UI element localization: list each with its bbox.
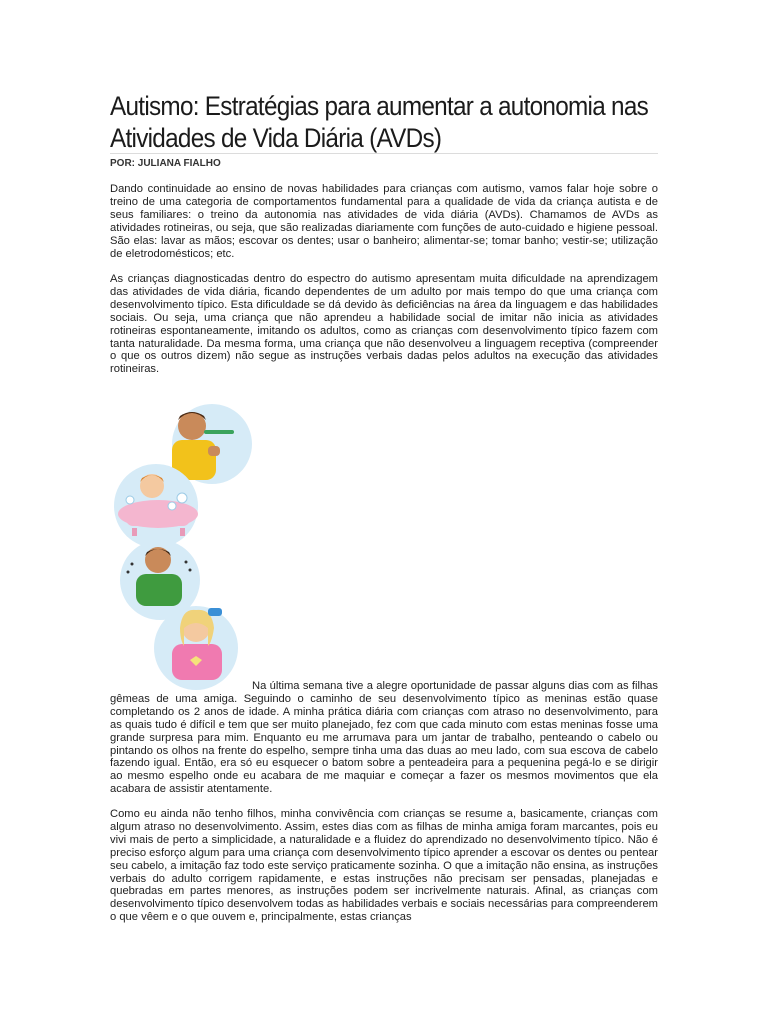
combing-hair-icon (154, 606, 238, 690)
daily-activities-illustration (112, 402, 257, 690)
title-divider (110, 153, 658, 154)
paragraph-difficulties: As crianças diagnosticadas dentro do espectro do autismo apresentam muita dificuldade na aprendizagem das atividades de vida diária, ficando dependentes de um adulto por mais tempo do que uma criança com desenvolvimento típico. Esta dificuldade se dá devido às deficiências na área da linguagem e das habilidades sociais. Ou seja, uma criança que não aprendeu a habilidade social de imitar não inicia as atividades rotineiras espontaneamente, imitando os adultos, como as crianças com desenvolvimento típico fazem com tanta naturalidade. Da mesma forma, uma criança que não desenvolveu a linguagem receptiva (compreender o que os outros dizem) não segue as instruções verbais dadas pelos adultos na execução das atividades rotineiras. (110, 273, 658, 376)
article-title: Autismo: Estratégias para aumentar a autonomia nas Atividades de Vida Diária (AVDs) (110, 91, 649, 153)
paragraph-twins: Na última semana tive a alegre oportunidade de passar alguns dias com as filhas gêmeas de uma amiga. Seguindo o caminho de seu desenvolvimento típico as meninas estão quase completando os 2 anos de idade. A minha prática diária com crianças com atraso no desenvolvimento, para as quais tudo é difícil e tem que ser muito planejado, fez com que cada minuto com estas meninas fosse uma grande surpresa para mim. Enquanto eu me arrumava para um jantar de trabalho, penteando o cabelo ou pintando os olhos na frente do espelho, sempre tinha uma das duas ao meu lado, com sua escova de cabelo fazendo igual. Então, era só eu esquecer o batom sobre a penteadeira para a pequenina pegá-lo e se dirigir ao mesmo espelho onde eu acabara de me maquiar e começar a fazer os mesmos movimentos que ela acabara de assistir atentamente. (110, 680, 658, 796)
paragraph-intro: Dando continuidade ao ensino de novas habilidades para crianças com autismo, vamos falar hoje sobre o treino de uma categoria de comportamentos fundamental para a qualidade de vida da criança autista e de seus familiares: o treino da autonomia nas atividades de vida diária (AVDs). Chamamos de AVDs as atividades rotineiras, ou seja, que são realizadas diariamente com funções de auto-cuidado e higiene pessoal. São elas: lavar as mãos; escovar os dentes; usar o banheiro; alimentar-se; tomar banho; vestir-se; utilização de eletrodomésticos; etc. (110, 183, 658, 260)
bathing-icon (114, 464, 198, 548)
brushing-teeth-icon (172, 404, 252, 484)
article-header (110, 90, 658, 154)
paragraph-experience: Como eu ainda não tenho filhos, minha convivência com crianças se resume a, basicamente, crianças com algum atraso no desenvolvimento. Assim, estes dias com as filhas de minha amiga foram marcantes, pois eu vivi mais de perto a simplicidade, a naturalidade e a fluidez do aprendizado no desenvolvimento típico. Não é preciso esforço algum para uma criança com desenvolvimento típico aprender a escovar os dentes ou pentear seu cabelo, a imitação faz todo este serviço praticamente sozinha. O que a imitação não ensina, as instruções verbais do adulto corrigem rapidamente, e estas instruções não precisam ser pensadas, planejadas e quebradas em partes menores, as instruções podem ser incrivelmente naturais. Afinal, as crianças com desenvolvimento típico desenvolvem todas as habilidades verbais e sociais necessárias para compreenderem o que vêem e o que ouvem e, principalmente, estas crianças (110, 808, 658, 924)
article-byline: POR: JULIANA FIALHO (110, 158, 221, 169)
